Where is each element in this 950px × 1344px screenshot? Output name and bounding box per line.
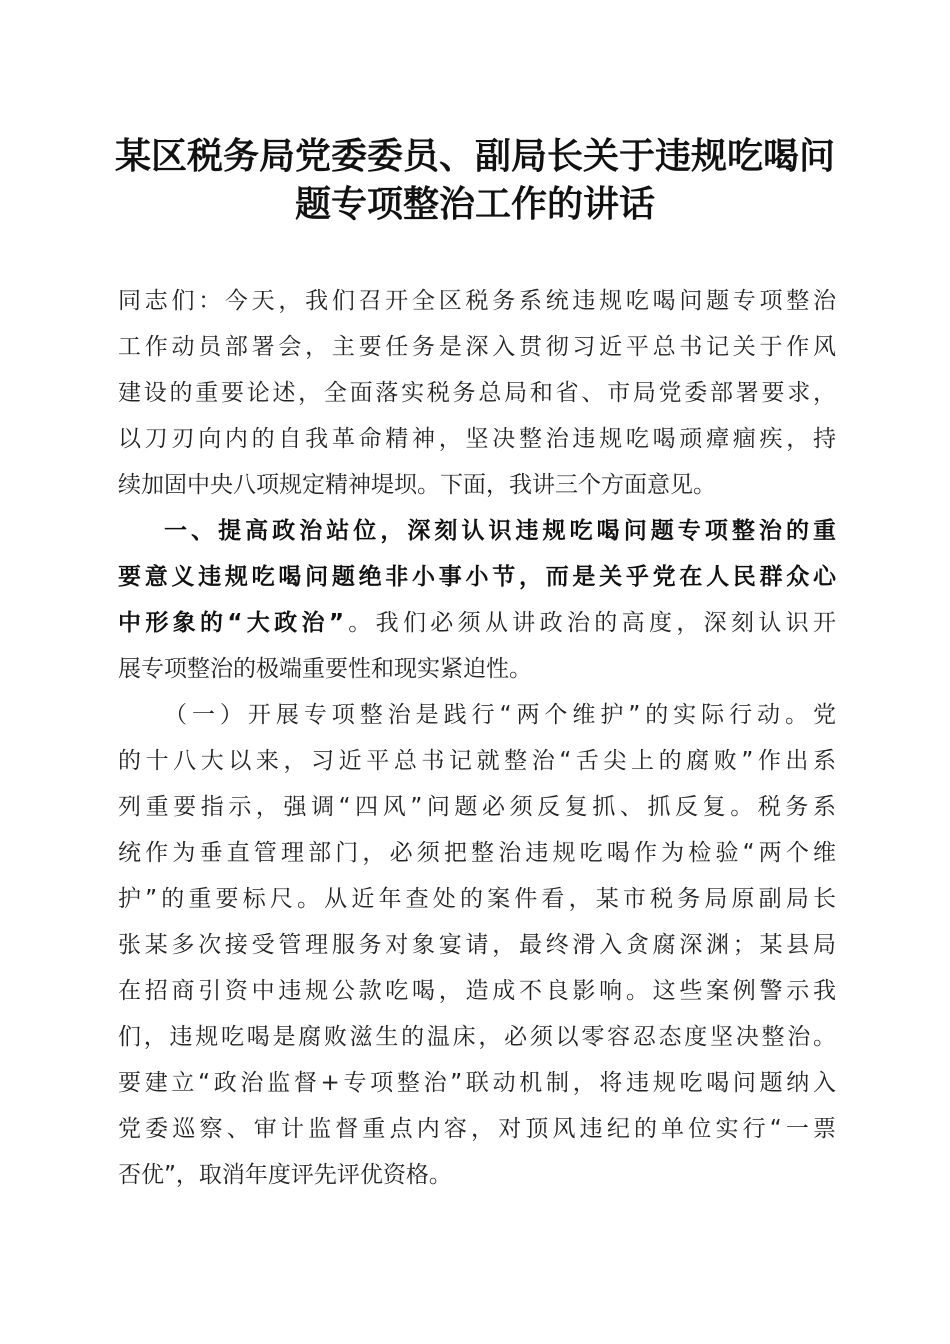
text-line: 护”的重要标尺。从近年查处的案件看，某市税务局原副局长	[118, 886, 836, 912]
intro-paragraph	[118, 278, 836, 508]
title-line-2: 题专项整治工作的讲话	[294, 183, 655, 225]
text-line: 在招商引资中违规公款吃喝，造成不良影响。这些案例警示我	[118, 978, 836, 1004]
text-line: 以刀刃向内的自我革命精神，坚决整治违规吃喝顽瘴痼疾，持	[118, 426, 836, 452]
subsection-heading-line: （一）开展专项整治是践行“两个维护”的实际行动。党	[164, 702, 836, 728]
text-line: 工作动员部署会，主要任务是深入贯彻习近平总书记关于作风	[118, 334, 836, 360]
section-heading-tail: 中形象的“大政治”	[118, 610, 344, 636]
text-line: 续加固中央八项规定精神堤坝。下面，我讲三个方面意见。	[118, 472, 716, 498]
text-line: 建设的重要论述，全面落实税务总局和省、市局党委部署要求，	[118, 380, 836, 406]
text-line: 的十八大以来，习近平总书记就整治“舌尖上的腐败”作出系	[118, 748, 836, 774]
text-line: 否优”，取消年度评先评优资格。	[118, 1162, 452, 1188]
text-line: 统作为垂直管理部门，必须把整治违规吃喝作为检验“两个维	[118, 840, 836, 866]
section-1-paragraph	[118, 508, 836, 692]
section-heading-line: 一、提高政治站位，深刻认识违规吃喝问题专项整治的重	[164, 518, 836, 544]
text-line: 要建立“政治监督+专项整治”联动机制，将违规吃喝问题纳入	[118, 1070, 836, 1096]
text-line	[118, 600, 836, 646]
section-heading-line: 要意义违规吃喝问题绝非小事小节，而是关乎党在人民群众心	[118, 564, 836, 590]
document-body	[118, 278, 836, 1198]
text-line: 列重要指示，强调“四风”问题必须反复抓、抓反复。税务系	[118, 794, 836, 820]
title-line-1: 某区税务局党委委员、副局长关于违规吃喝问	[114, 135, 835, 177]
subsection-1-paragraph	[118, 692, 836, 1198]
text-line: 们，违规吃喝是腐败滋生的温床，必须以零容忍态度坚决整治。	[118, 1024, 836, 1050]
text-line: 张某多次接受管理服务对象宴请，最终滑入贪腐深渊；某县局	[118, 932, 836, 958]
text-line: 党委巡察、审计监督重点内容，对顶风违纪的单位实行“一票	[118, 1116, 836, 1142]
text-fragment: 。我们必须从讲政治的高度，深刻认识开	[343, 610, 837, 636]
document-title	[100, 132, 850, 228]
text-line: 同志们：今天，我们召开全区税务系统违规吃喝问题专项整治	[118, 288, 836, 314]
text-line: 展专项整治的极端重要性和现实紧迫性。	[118, 656, 532, 682]
